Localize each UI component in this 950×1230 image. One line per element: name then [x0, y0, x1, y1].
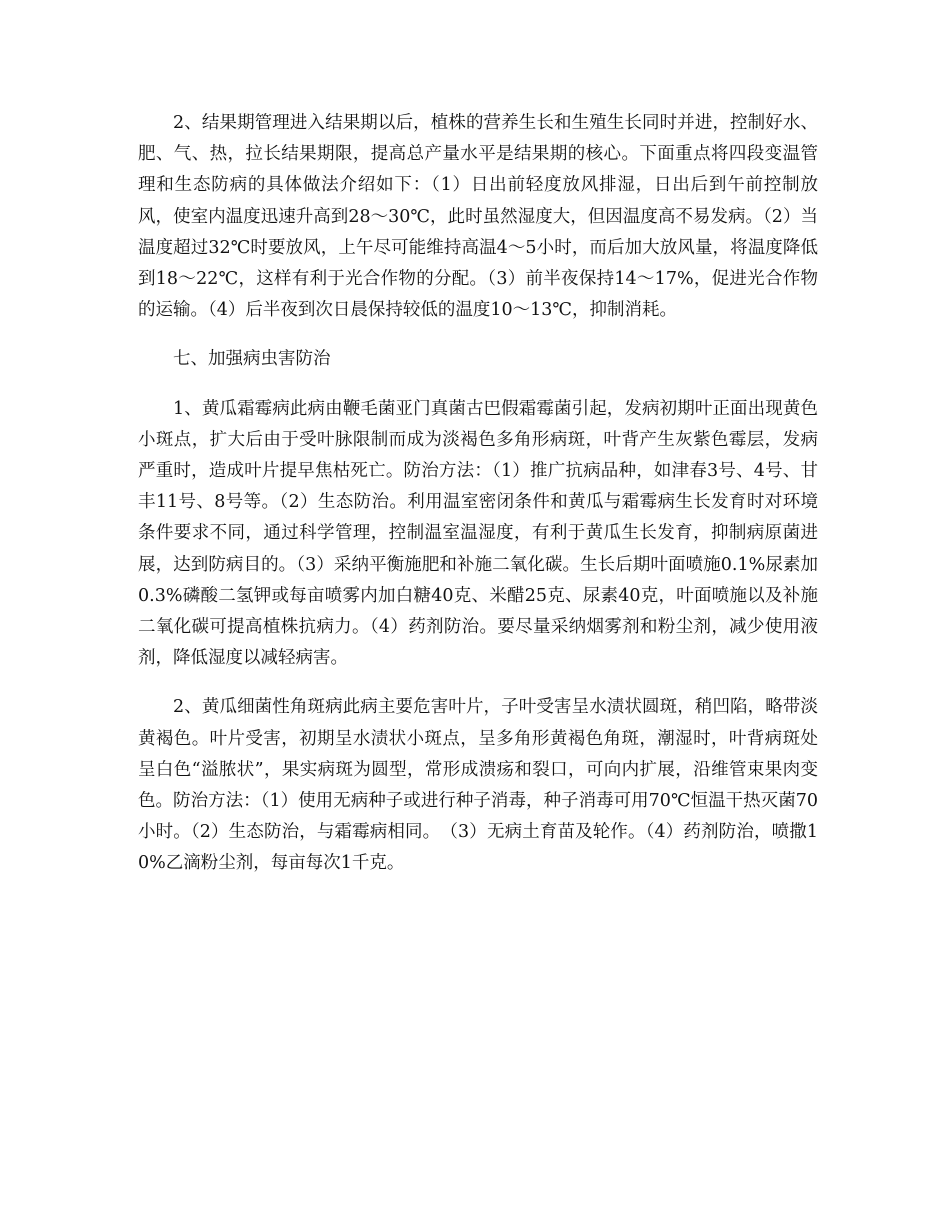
paragraph-fruiting-period: 2、结果期管理进入结果期以后，植株的营养生长和生殖生长同时并进，控制好水、肥、气、热，拉长结果期限，提高总产量水平是结果期的核心。下面重点将四段变温管理和生态防病的具体做法介绍如下：（1）日出前轻度放风排湿，日出后到午前控制放风，使室内温度迅速升高到28～30℃，此时虽然湿度大，但因温度高不易发病。（2）当温度超过32℃时要放风，上午尽可能维持高温4～5小时，而后加大放风量，将温度降低到18～22℃，这样有利于光合作物的分配。（3）前半夜保持14～17%，促进光合作物的运输。（4）后半夜到次日晨保持较低的温度10～13℃，抑制消耗。 — [138, 113, 818, 321]
paragraph-downy-mildew: 1、黄瓜霜霉病此病由鞭毛菌亚门真菌古巴假霜霉菌引起，发病初期叶正面出现黄色小斑点，扩大后由于受叶脉限制而成为淡褐色多角形病斑，叶背产生灰紫色霉层，发病严重时，造成叶片提早焦枯死亡。防治方法：（1）推广抗病品种，如津春3号、4号、甘丰11号、8号等。（2）生态防治。利用温室密闭条件和黄瓜与霜霉病生长发育时对环境条件要求不同，通过科学管理，控制温室温湿度，有利于黄瓜生长发育，抑制病原菌进展，达到防病目的。（3）采纳平衡施肥和补施二氧化碳。生长后期叶面喷施0.1%尿素加0.3%磷酸二氢钾或每亩喷雾内加白糖40克、米醋25克、尿素40克，叶面喷施以及补施二氧化碳可提高植株抗病力。（4）药剂防治。要尽量采纳烟雾剂和粉尘剂，减少使用液剂，降低湿度以减轻病害。 — [138, 398, 818, 669]
document-page — [138, 108, 818, 898]
section-heading-pest-control: 七、加强病虫害防治 — [173, 349, 331, 370]
paragraph-angular-leaf-spot: 2、黄瓜细菌性角斑病此病主要危害叶片，子叶受害呈水渍状圆斑，稍凹陷，略带淡黄褐色。叶片受害，初期呈水渍状小斑点，呈多角形黄褐色角斑，潮湿时，叶背病斑处呈白色“溢脓状”，果实病斑为圆型，常形成溃疡和裂口，可向内扩展，沿维管束果肉变色。防治方法：（1）使用无病种子或进行种子消毒，种子消毒可用70℃恒温干热灭菌70小时。（2）生态防治，与霜霉病相同。 （3）无病土育苗及轮作。（4）药剂防治，喷撒10%乙滴粉尘剂，每亩每次1千克。 — [138, 697, 818, 874]
